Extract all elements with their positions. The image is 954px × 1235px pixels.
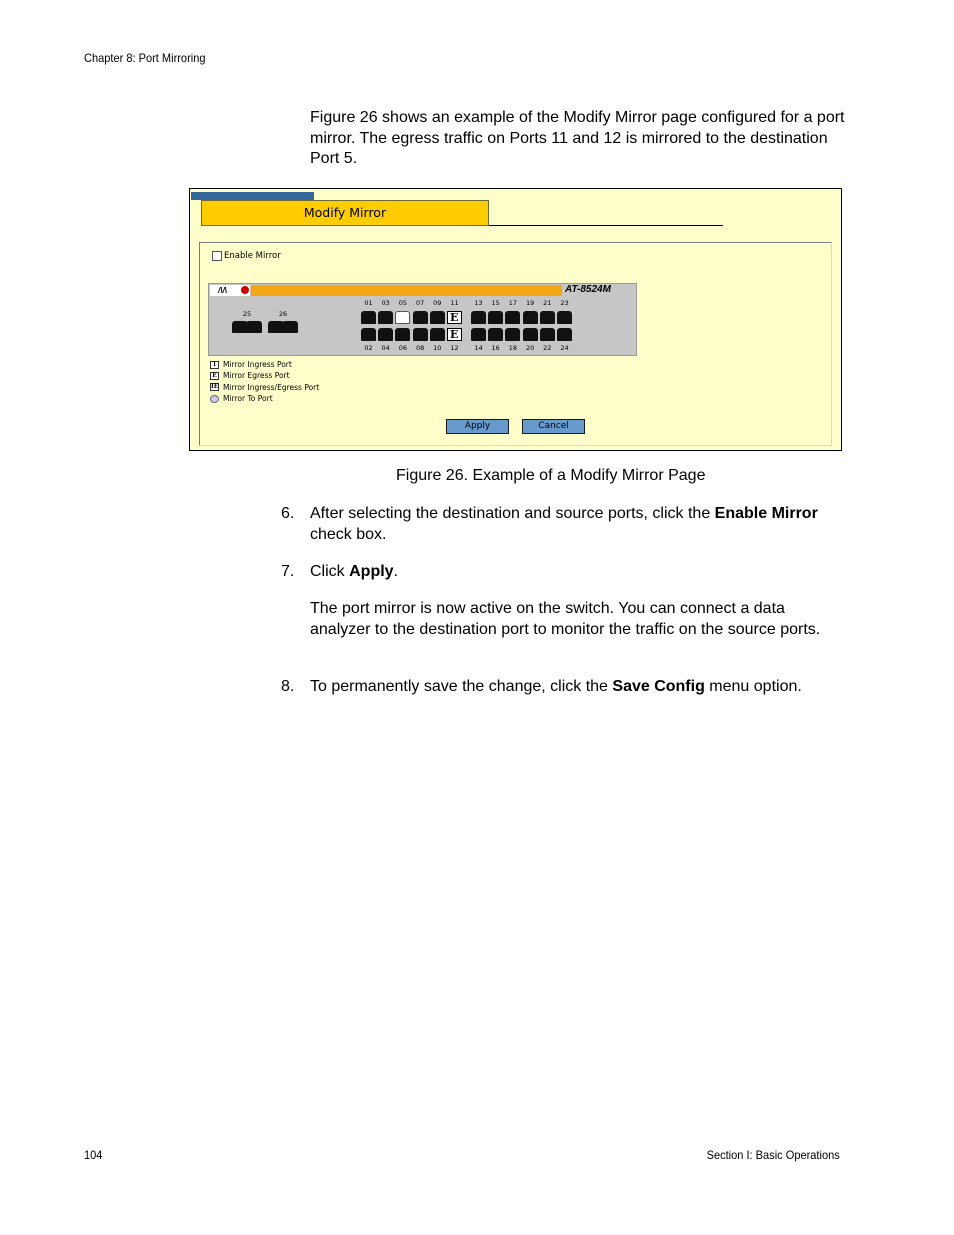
uplink-port-26[interactable] — [282, 321, 298, 333]
step-text — [310, 562, 845, 583]
legend-item — [210, 393, 319, 404]
switch-port-01[interactable] — [361, 311, 376, 324]
port-number-label: 17 — [508, 299, 518, 307]
step-number: 8. — [281, 678, 295, 695]
port-number-label: 22 — [543, 344, 552, 352]
switch-port-16[interactable] — [488, 328, 503, 341]
step-7-explanation: The port mirror is now active on the switch. You can connect a data analyzer to the destination port to monitor the traffic on the source ports. — [310, 600, 821, 638]
switch-port-12-egress[interactable] — [447, 328, 462, 341]
switch-port-06[interactable] — [395, 328, 410, 341]
switch-port-07[interactable] — [413, 311, 428, 324]
enable-mirror-row[interactable] — [212, 251, 281, 261]
switch-port-17[interactable] — [505, 311, 520, 324]
port-number-label: 18 — [508, 344, 518, 352]
cancel-button[interactable]: Cancel — [522, 419, 585, 434]
uplink-port-25[interactable] — [246, 321, 262, 333]
switch-port-18[interactable] — [505, 328, 520, 341]
enable-mirror-label: Enable Mirror — [224, 251, 281, 261]
step-number: 6. — [281, 505, 295, 522]
running-footer-section: Section I: Basic Operations — [706, 1148, 840, 1162]
port-number-label: 24 — [560, 344, 569, 352]
step-text-post: menu option. — [704, 678, 802, 695]
port-number-label: 04 — [381, 344, 390, 352]
switch-port-13[interactable] — [471, 311, 486, 324]
switch-port-10[interactable] — [430, 328, 445, 341]
port-number-label: 16 — [491, 344, 500, 352]
ingress-egress-port-icon: IE — [211, 383, 219, 391]
port-number-label: 19 — [525, 299, 535, 307]
running-header-chapter: Chapter 8: Port Mirroring — [84, 51, 206, 65]
port-number-label: 10 — [433, 344, 442, 352]
switch-port-21[interactable] — [540, 311, 555, 324]
switch-front-panel — [208, 283, 637, 356]
figure-caption: Figure 26. Example of a Modify Mirror Page — [396, 467, 706, 484]
switch-port-20[interactable] — [523, 328, 538, 341]
vendor-logo-mark: /\/\ — [218, 286, 227, 295]
switch-port-19[interactable] — [523, 311, 538, 324]
step-text — [310, 677, 845, 698]
switch-port-09[interactable] — [430, 311, 445, 324]
egress-port-icon: E — [210, 372, 219, 380]
port-number-label: 02 — [364, 344, 373, 352]
switch-port-05-mirror-to[interactable] — [395, 311, 410, 324]
intro-paragraph: Figure 26 shows an example of the Modify Mirror page configured for a port mirror. The egress traffic on Ports 11 and 12 is mirrored to the destination Port 5. — [310, 109, 845, 167]
device-model-label: AT-8524M — [565, 284, 611, 295]
device-orange-bar — [251, 285, 562, 296]
port-number-label: 07 — [415, 299, 425, 307]
apply-button[interactable]: Apply — [446, 419, 509, 434]
uplink-port-number-label: 26 — [278, 310, 288, 318]
port-number-label: 06 — [398, 344, 408, 352]
legend-item — [210, 370, 319, 381]
port-number-label: 15 — [491, 299, 500, 307]
uplink-port-number-label: 25 — [242, 310, 252, 318]
port-number-label: 14 — [474, 344, 483, 352]
switch-port-03[interactable] — [378, 311, 393, 324]
step-text-bold: Enable Mirror — [714, 505, 818, 522]
switch-port-14[interactable] — [471, 328, 486, 341]
port-number-label: 01 — [364, 299, 373, 307]
modify-mirror-figure — [189, 188, 842, 451]
port-legend — [210, 359, 319, 404]
switch-port-04[interactable] — [378, 328, 393, 341]
port-number-label: 03 — [381, 299, 390, 307]
mirror-to-port-icon — [210, 395, 219, 403]
enable-mirror-checkbox[interactable] — [212, 251, 222, 261]
port-number-label: 21 — [543, 299, 552, 307]
step-text-pre: After selecting the destination and source ports, click the — [310, 505, 715, 522]
step-text — [310, 504, 845, 545]
port-number-label: 05 — [398, 299, 408, 307]
step-text-post: check box. — [310, 525, 387, 543]
page-number: 104 — [84, 1148, 103, 1162]
step-text-bold: Apply — [349, 563, 394, 580]
step-text-pre: Click — [310, 563, 350, 580]
vendor-logo — [210, 285, 250, 296]
port-number-label: 20 — [525, 344, 535, 352]
title-underline — [489, 225, 723, 226]
switch-port-22[interactable] — [540, 328, 555, 341]
port-number-label: 13 — [474, 299, 483, 307]
legend-label: Mirror Ingress Port — [223, 360, 292, 369]
step-text-pre: To permanently save the change, click the — [310, 678, 613, 695]
port-number-label: 09 — [433, 299, 442, 307]
legend-item — [210, 359, 319, 370]
figure-top-tab — [191, 192, 314, 200]
port-number-label: 23 — [560, 299, 569, 307]
step-text-bold: Save Config — [612, 678, 705, 695]
switch-port-08[interactable] — [413, 328, 428, 341]
legend-label: Mirror Ingress/Egress Port — [223, 382, 320, 392]
port-number-label: 08 — [415, 344, 425, 352]
switch-port-15[interactable] — [488, 311, 503, 324]
legend-label: Mirror Egress Port — [223, 371, 290, 381]
switch-port-23[interactable] — [557, 311, 572, 324]
switch-port-11-egress[interactable] — [447, 311, 462, 324]
ingress-port-icon: I — [210, 361, 219, 369]
step-number: 7. — [281, 563, 295, 580]
mirror-config-panel — [199, 242, 832, 446]
step-text-post: . — [393, 563, 399, 580]
switch-port-02[interactable] — [361, 328, 376, 341]
legend-item — [210, 382, 319, 393]
switch-port-24[interactable] — [557, 328, 572, 341]
modify-mirror-title: Modify Mirror — [201, 200, 489, 226]
port-number-label: 12 — [450, 344, 459, 352]
port-number-label: 11 — [450, 299, 459, 307]
legend-label: Mirror To Port — [223, 393, 273, 403]
vendor-logo-dot — [241, 286, 249, 294]
